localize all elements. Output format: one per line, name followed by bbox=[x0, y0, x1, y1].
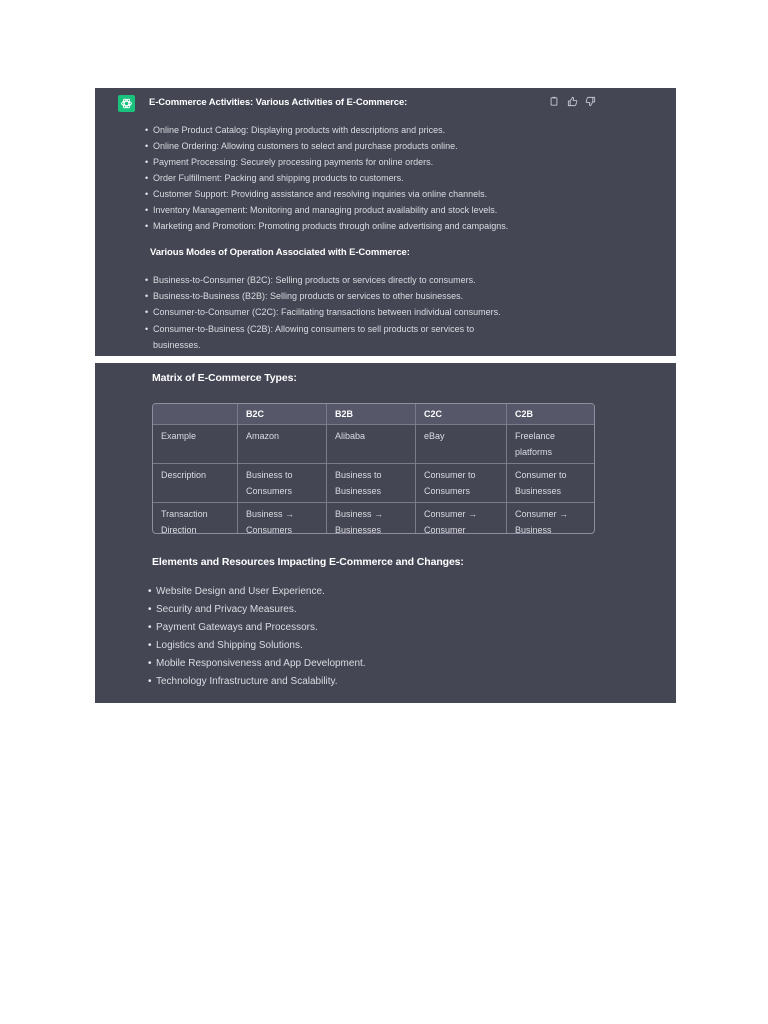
table-cell: Business to Businesses bbox=[327, 464, 416, 503]
table-cell: Alibaba bbox=[327, 425, 416, 464]
table-header-cell: B2B bbox=[327, 404, 416, 425]
table-cell: Business to Consumers bbox=[238, 464, 327, 503]
table-cell: Business → Consumers bbox=[238, 503, 327, 535]
table-header-cell: B2C bbox=[238, 404, 327, 425]
list-item: • Online Ordering: Allowing customers to select and purchase products online. bbox=[145, 141, 458, 151]
table-cell: Example bbox=[153, 425, 238, 464]
table-row bbox=[153, 425, 594, 464]
table-cell: Consumer to Businesses bbox=[507, 464, 595, 503]
thumbs-down-icon[interactable] bbox=[584, 95, 596, 107]
openai-logo-icon bbox=[118, 95, 135, 112]
list-item: • Security and Privacy Measures. bbox=[148, 604, 297, 615]
list-item: • Payment Processing: Securely processing payments for online orders. bbox=[145, 157, 434, 167]
table-cell: Freelance platforms bbox=[507, 425, 595, 464]
matrix-title: Matrix of E-Commerce Types: bbox=[152, 372, 297, 384]
list-item: • Consumer-to-Consumer (C2C): Facilitating transactions between individual consumers. bbox=[145, 307, 501, 317]
table-cell: Consumer → Business bbox=[507, 503, 595, 535]
list-item: • Marketing and Promotion: Promoting products through online advertising and campaigns. bbox=[145, 221, 509, 231]
table-cell: Description bbox=[153, 464, 238, 503]
thumbs-up-icon[interactable] bbox=[566, 95, 578, 107]
table-row bbox=[153, 503, 594, 535]
message-actions bbox=[548, 95, 596, 107]
elements-list bbox=[148, 585, 366, 693]
table-cell: eBay bbox=[416, 425, 507, 464]
copy-icon[interactable] bbox=[548, 95, 560, 107]
table-row bbox=[153, 464, 594, 503]
table-header-cell: C2B bbox=[507, 404, 595, 425]
table-cell: Transaction Direction bbox=[153, 503, 238, 535]
list-item: • Consumer-to-Business (C2B): Allowing consumers to sell products or services to businesses. bbox=[145, 324, 475, 350]
list-item: • Payment Gateways and Processors. bbox=[148, 622, 318, 633]
table-header-cell: C2C bbox=[416, 404, 507, 425]
section-title-activities: E-Commerce Activities: Various Activities of E-Commerce: bbox=[149, 97, 408, 108]
section-title-modes: Various Modes of Operation Associated with E-Commerce: bbox=[150, 247, 410, 258]
list-item: • Business-to-Business (B2B): Selling products or services to other businesses. bbox=[145, 291, 464, 301]
table-cell: Consumer to Consumers bbox=[416, 464, 507, 503]
list-item: • Business-to-Consumer (B2C): Selling products or services directly to consumers. bbox=[145, 275, 476, 285]
assistant-message-panel-1 bbox=[95, 88, 676, 356]
list-item: • Website Design and User Experience. bbox=[148, 586, 325, 597]
assistant-message-panel-2 bbox=[95, 363, 676, 703]
list-item: • Mobile Responsiveness and App Development. bbox=[148, 658, 366, 669]
list-item: • Logistics and Shipping Solutions. bbox=[148, 640, 303, 651]
list-item: • Inventory Management: Monitoring and managing product availability and stock levels. bbox=[145, 205, 498, 215]
modes-list bbox=[145, 273, 513, 353]
table-header-cell bbox=[153, 404, 238, 425]
activities-list bbox=[145, 123, 509, 235]
table-cell: Business → Businesses bbox=[327, 503, 416, 535]
list-item: • Online Product Catalog: Displaying products with descriptions and prices. bbox=[145, 125, 446, 135]
section-title-elements: Elements and Resources Impacting E-Commerce and Changes: bbox=[152, 556, 464, 568]
list-item: • Order Fulfillment: Packing and shipping products to customers. bbox=[145, 173, 404, 183]
list-item: • Customer Support: Providing assistance and resolving inquiries via online channels. bbox=[145, 189, 488, 199]
table-cell: Consumer → Consumer bbox=[416, 503, 507, 535]
ecommerce-matrix-table bbox=[152, 403, 595, 534]
table-header-row bbox=[153, 404, 594, 425]
list-item: • Technology Infrastructure and Scalability. bbox=[148, 676, 338, 687]
table-cell: Amazon bbox=[238, 425, 327, 464]
